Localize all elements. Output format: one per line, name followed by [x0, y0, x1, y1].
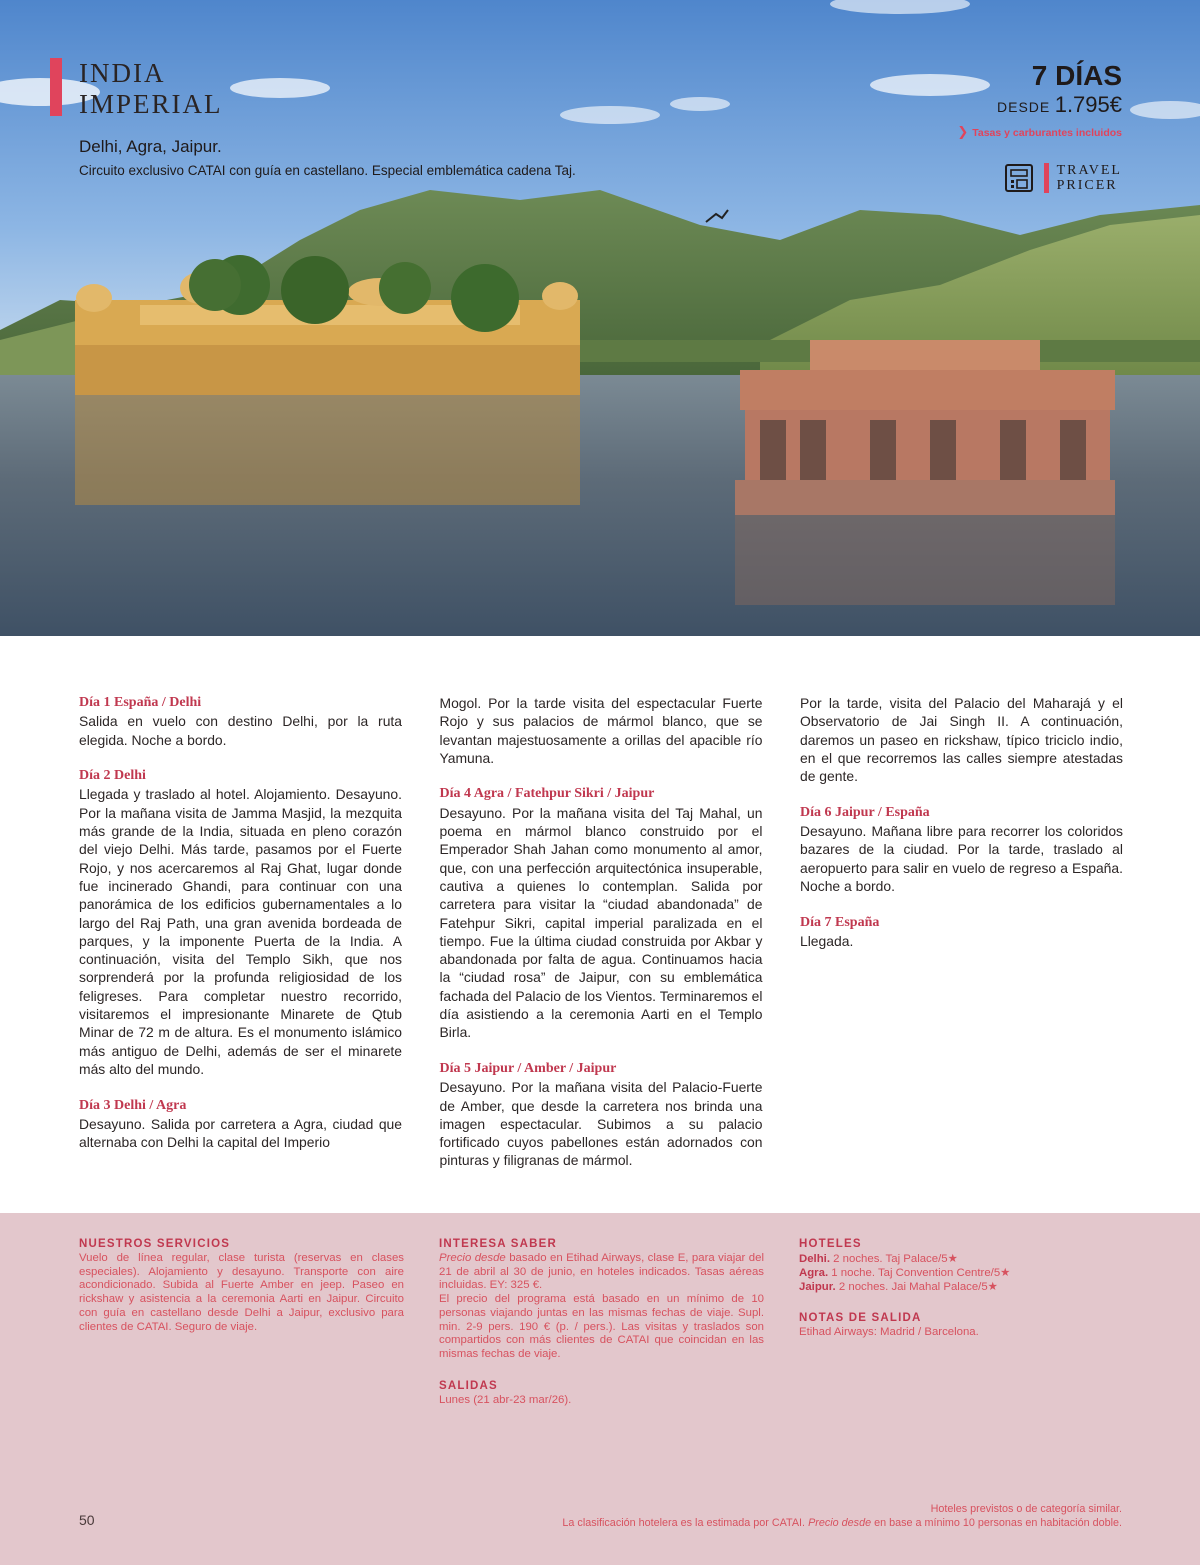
title-line-2: IMPERIAL [79, 89, 223, 119]
hero-banner [0, 0, 1200, 636]
itinerary-column-2 [440, 694, 763, 1188]
footer-note-2 [562, 1516, 1122, 1530]
price-block [957, 60, 1122, 140]
services-section [79, 1238, 404, 1334]
day-3-continued: Mogol. Por la tarde visita del espectacular Fuerte Rojo y sus palacios de mármol blanco, que se levantan majestuosamente a orillas del apacible río Yamuna. [439, 695, 763, 766]
travel-pricer-logo[interactable] [1004, 162, 1122, 194]
hotel-detail: 2 noches. Jai Mahal Palace/5★ [835, 1281, 998, 1293]
day-1 [79, 694, 402, 749]
footer-note-1: Hoteles previstos o de categoría similar. [930, 1503, 1122, 1515]
tour-subtitle: Circuito exclusivo CATAI con guía en castellano. Especial emblemática cadena Taj. [79, 163, 576, 178]
hotel-city: Jaipur. [799, 1281, 836, 1293]
interesa-text-1 [439, 1252, 764, 1293]
day-title: Día 3 Delhi / Agra [79, 1097, 187, 1113]
day-text: Salida en vuelo con destino Delhi, por la ruta elegida. Noche a bordo. [79, 713, 402, 748]
route-cities: Delhi, Agra, Jaipur. [79, 137, 222, 156]
footer-note-2b: en base a mínimo 10 personas en habitación doble. [871, 1517, 1122, 1529]
hotel-city: Agra. [799, 1267, 829, 1279]
hotel-delhi [799, 1252, 1124, 1266]
hotels-section [799, 1238, 1124, 1340]
footer-notes [562, 1502, 1122, 1530]
day-3 [79, 1097, 402, 1152]
day-7 [800, 914, 1123, 951]
day-5-continued: Por la tarde, visita del Palacio del Maharajá y el Observatorio de Jai Singh II. A continuación, daremos un paseo en rickshaw, típico triciclo indio, en el que recorremos las calles siempre atestadas de gente. [800, 695, 1123, 785]
desde-label: DESDE [997, 99, 1051, 115]
day-text: Llegada y traslado al hotel. Alojamiento. Desayuno. Por la mañana visita de Jamma Masjid, la mezquita más grande de la India, situada en pleno corazón del viejo Delhi. Más tarde, pasamos por el Fuerte Rojo, y nos acercaremos al Raj Ghat, lugar donde fue incinerado Ghandi, para continuar con una panorámica de los edificios gubernamentales a lo largo del Raj Path, una gran avenida bordeada de parques, y la imponente Puerta de la India. A continuación, visita del Templo Sikh, que nos sorprenderá por la profunda religiosidad de los feligreses. Para completar nuestro recorrido, visitaremos el impresionante Minarete de Qtub Minar de 72 m de altura. Es el monumento islámico más antiguo de Delhi, además de ser el minarete más alto del mundo. [79, 786, 402, 1077]
day-2 [79, 767, 402, 1078]
price-line [957, 92, 1122, 118]
day-title: Día 4 Agra / Fatehpur Sikri / Jaipur [439, 786, 655, 802]
taxes-note [957, 124, 1122, 140]
title-line-1: INDIA [79, 58, 166, 88]
pricer-line-2: PRICER [1056, 178, 1118, 193]
day-title: Día 7 España [800, 914, 880, 930]
hotel-agra [799, 1266, 1124, 1280]
hotel-jaipur [799, 1280, 1124, 1294]
interesa-text-1-body: basado en Etihad Airways, clase E, para viajar del 21 de abril al 30 de junio, en hoteles indicados. Tasas aéreas incluidas. EY: 325 €. [439, 1252, 764, 1292]
hotels-heading: HOTELES [799, 1238, 862, 1250]
title-text [79, 58, 223, 120]
itinerary [79, 694, 1123, 1188]
info-panel [0, 1213, 1200, 1565]
duration-days: 7 DÍAS [1031, 60, 1122, 91]
day-title: Día 5 Jaipur / Amber / Jaipur [439, 1060, 617, 1076]
notas-heading: NOTAS DE SALIDA [799, 1312, 922, 1324]
salidas-heading: SALIDAS [439, 1379, 498, 1392]
services-text: Vuelo de línea regular, clase turista (reservas en clases especiales). Alojamiento y desayuno. Transporte con aire acondicionado. Subida al Fuerte Amber en jeep. Paseo en rickshaw y asistencia a la ceremonia Aarti en Jaipur. Circuito con guía en castellano desde Delhi a Jaipur, exclusivo para clientes de CATAI. Seguro de viaje. [79, 1252, 404, 1333]
interesa-heading: INTERESA SABER [439, 1238, 557, 1250]
interesa-text-2: El precio del programa está basado en un mínimo de 10 personas viajando juntas en las mismas fechas de viaje. Supl. min. 2-9 pers. 190 € (p. / pers.). Las visitas y traslados son compartidos con más clientes de CATAI que coincidan en las mismas fechas de viaje. [439, 1293, 764, 1360]
salidas-text: Lunes (21 abr-23 mar/26). [439, 1393, 572, 1406]
footer-note-2a: La clasificación hotelera es la estimada por CATAI. [562, 1517, 809, 1529]
day-text: Desayuno. Salida por carretera a Agra, ciudad que alternaba con Delhi la capital del Imperio [79, 1115, 402, 1151]
pricer-text [1057, 163, 1122, 193]
day-text: Desayuno. Mañana libre para recorrer los coloridos bazares de la ciudad. Por la tarde, traslado al aeropuerto para salir en vuelo de regreso a España. Noche a bordo. [800, 823, 1123, 894]
footer-precio-desde: Precio desde [808, 1517, 872, 1529]
day-4 [440, 785, 763, 1041]
day-5 [440, 1060, 763, 1170]
calculator-icon [1004, 163, 1034, 193]
day-text: Desayuno. Por la mañana visita del Taj Mahal, un poema en mármol blanco construido por el Emperador Shah Jahan como monumento al amor, que, con una perfección arquitectónica insuperable, cautiva a quienes lo contemplan. Salida por carretera para visitar la “ciudad abandonada” de Fatehpur Sikri, capital imperial paralizada en el tiempo. Fue la última ciudad construida por Akbar y abandonada por falta de agua. Continuamos hacia la “ciudad rosa” de Jaipur, con su emblemática fachada del Palacio de los Vientos. Terminaremos el día asistiendo a la ceremonia Aarti en el Templo Birla. [439, 804, 763, 1041]
hotel-city: Delhi. [799, 1253, 831, 1265]
precio-desde-label: Precio desde [439, 1252, 506, 1264]
interesa-section [439, 1238, 764, 1407]
day-title: Día 6 Jaipur / España [800, 804, 930, 820]
itinerary-column-1 [79, 694, 402, 1188]
itinerary-column-3 [800, 694, 1123, 1188]
page-number: 50 [79, 1512, 95, 1528]
services-heading: NUESTROS SERVICIOS [79, 1238, 231, 1250]
price-value: 1.795€ [1054, 92, 1122, 117]
taxes-text: Tasas y carburantes incluidos [972, 127, 1122, 139]
notas-text: Etihad Airways: Madrid / Barcelona. [799, 1326, 979, 1338]
pricer-accent-bar [1044, 163, 1049, 193]
day-6 [800, 804, 1123, 895]
day-title: Día 1 España / Delhi [79, 695, 202, 710]
hotel-detail: 2 noches. Taj Palace/5★ [830, 1253, 958, 1265]
day-title: Día 2 Delhi [79, 768, 146, 784]
chevron-right-icon: ❯ [957, 124, 969, 139]
day-text: Llegada. [800, 932, 854, 949]
hotel-detail: 1 noche. Taj Convention Centre/5★ [828, 1267, 1011, 1279]
title-accent-bar [50, 58, 62, 116]
pricer-line-1: TRAVEL [1056, 163, 1122, 178]
day-text: Desayuno. Por la mañana visita del Palacio-Fuerte de Amber, que desde la carretera nos brinda una imagen espectacular. Subimos a su palacio fortificado cuyos pabellones están adornados con pinturas y filigranas de mármol. [439, 1079, 763, 1169]
